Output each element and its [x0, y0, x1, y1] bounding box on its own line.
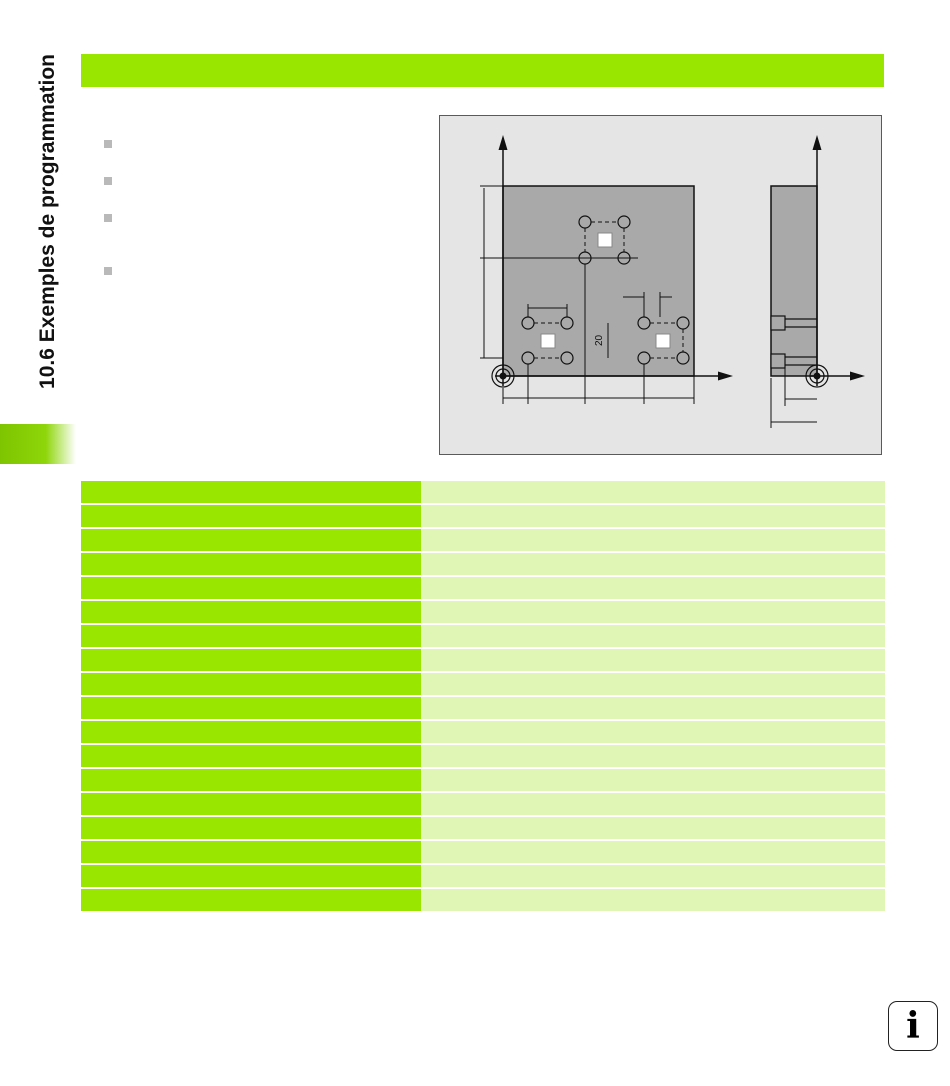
dimension-label: 20: [594, 334, 605, 346]
info-icon[interactable]: [888, 1001, 938, 1051]
technical-drawing: [439, 115, 882, 455]
table-row: [81, 625, 885, 647]
table-row: [81, 673, 885, 695]
table-row: [81, 889, 885, 911]
table-row: [81, 577, 885, 599]
bullet-marker: [104, 177, 112, 185]
info-icon-glyph: i: [906, 1005, 920, 1047]
table-row: [81, 481, 885, 503]
table-row: [81, 865, 885, 887]
section-title-vertical: [32, 52, 64, 462]
table-row: [81, 793, 885, 815]
table-row: [81, 721, 885, 743]
bullet-marker: [104, 214, 112, 222]
table-row: [81, 553, 885, 575]
header-bar: [81, 54, 884, 87]
section-title-text: 10.6 Exemples de programmation: [36, 54, 59, 389]
drawing-svg: [440, 116, 883, 456]
table-row: [81, 817, 885, 839]
group-label-box: [598, 233, 612, 247]
table-row: [81, 601, 885, 623]
program-table: [81, 481, 885, 913]
table-row: [81, 769, 885, 791]
table-row: [81, 505, 885, 527]
table-row: [81, 697, 885, 719]
table-row: [81, 649, 885, 671]
table-row: [81, 841, 885, 863]
section-tab-marker: [0, 424, 76, 464]
bullet-marker: [104, 267, 112, 275]
table-row: [81, 529, 885, 551]
group-label-box: [656, 334, 670, 348]
group-label-box: [541, 334, 555, 348]
bullet-marker: [104, 140, 112, 148]
plate-side-view: [771, 186, 817, 376]
table-row: [81, 745, 885, 767]
